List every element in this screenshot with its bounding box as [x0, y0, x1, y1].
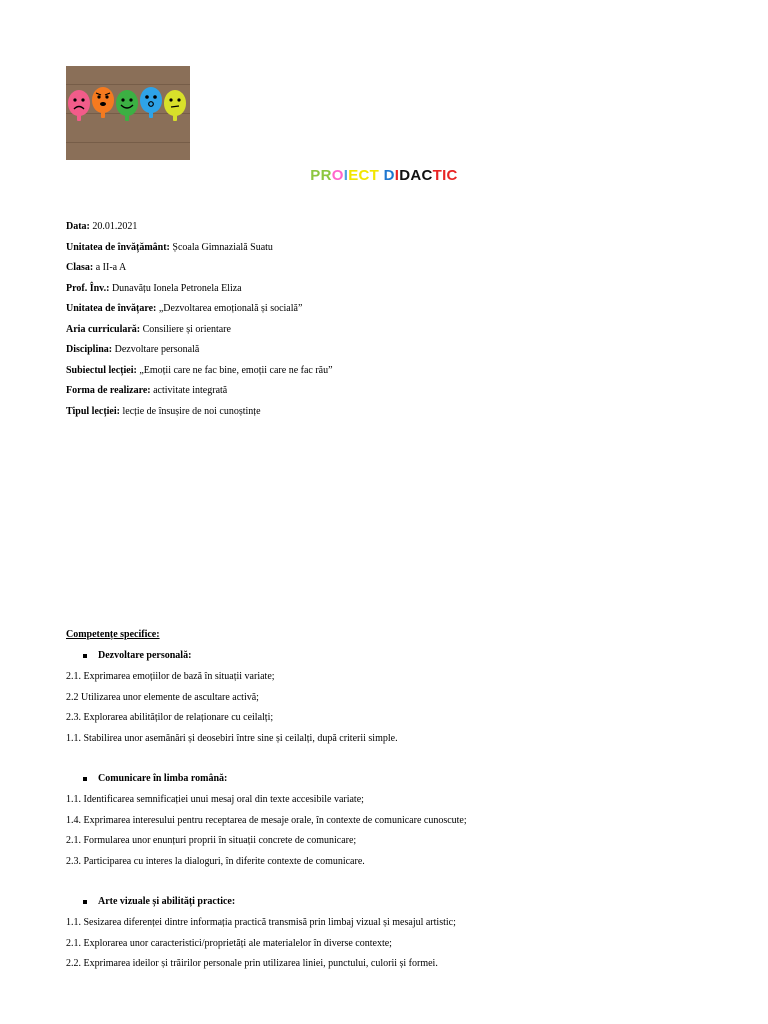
competente-heading: Competențe specifice:	[66, 629, 160, 640]
title-letter: T	[432, 167, 443, 184]
meta-row	[66, 364, 333, 385]
bullet-icon	[83, 900, 87, 904]
meta-value: „Dezvoltarea emoțională și socială”	[156, 303, 303, 314]
competence-group-title	[66, 772, 706, 793]
meta-label: Data:	[66, 221, 90, 232]
meta-value: „Emoții care ne fac bine, emoții care ne fac rău”	[136, 364, 333, 376]
meta-row	[66, 302, 333, 323]
title-letter: I	[442, 167, 447, 184]
angry-balloon-icon	[92, 87, 114, 113]
title-letter: D	[399, 167, 411, 184]
title-letter: C	[446, 167, 458, 184]
competence-item: 1.1. Sesizarea diferenței dintre informația practică transmisă prin limbaj vizual și mesajul artistic;	[66, 917, 456, 928]
bullet-icon	[83, 654, 87, 658]
sad-balloon-icon	[68, 90, 90, 116]
title-letter: R	[320, 167, 332, 184]
meta-value: Dezvoltare personală	[112, 344, 200, 355]
meta-value: a II-a A	[93, 262, 127, 273]
competente-section	[66, 628, 706, 978]
competence-group-title	[66, 649, 706, 670]
meta-label: Unitatea de învățare:	[66, 303, 157, 314]
meta-value: Școala Gimnazială Suatu	[169, 241, 273, 253]
meta-row	[66, 384, 333, 405]
meta-value: 20.01.2021	[89, 221, 138, 232]
title-letter: P	[310, 167, 321, 184]
competence-group-title	[66, 895, 706, 916]
title-letter: C	[421, 167, 433, 184]
competence-item: 1.1. Stabilirea unor asemănări și deosebiri între sine și ceilalți, după criterii simple.	[66, 732, 398, 744]
meta-label: Aria curriculară:	[66, 323, 141, 335]
title-letter: E	[348, 167, 359, 184]
meta-row	[66, 241, 333, 262]
meta-value: activitate integrată	[150, 385, 228, 396]
competence-item: 2.1. Formularea unor enunțuri proprii în situații concrete de comunicare;	[66, 835, 357, 846]
bullet-icon	[83, 777, 87, 781]
competence-item: 2.2 Utilizarea unor elemente de ascultare activă;	[66, 691, 259, 703]
group-title-text: Dezvoltare personală:	[98, 650, 192, 661]
title-letter: I	[343, 167, 349, 184]
title-letter: C	[358, 167, 370, 184]
meta-row	[66, 405, 333, 426]
title-letter: O	[331, 167, 344, 184]
group-spacer	[66, 752, 706, 772]
meta-label: Clasa:	[66, 262, 94, 273]
meta-row	[66, 343, 333, 364]
meta-row	[66, 220, 333, 241]
happy-balloon-icon	[116, 90, 138, 116]
meta-label: Subiectul lecției:	[66, 364, 137, 376]
meta-row	[66, 261, 333, 282]
competence-item: 2.3. Participarea cu interes la dialoguri, în diferite contexte de comunicare.	[66, 855, 365, 867]
meta-label: Forma de realizare:	[66, 385, 151, 396]
lesson-metadata	[66, 220, 333, 425]
competence-item: 2.1. Explorarea unor caracteristici/proprietăți ale materialelor în diverse contexte;	[66, 937, 392, 949]
meta-value: Dunavățu Ionela Petronela Eliza	[109, 282, 242, 294]
document-title	[0, 167, 768, 184]
title-letter: D	[383, 167, 395, 184]
competence-item: 2.1. Exprimarea emoțiilor de bază în situații variate;	[66, 671, 275, 682]
meta-value: Consiliere și orientare	[140, 323, 231, 335]
meta-value: lecție de însușire de noi cunoștințe	[119, 405, 261, 417]
meta-label: Disciplina:	[66, 344, 113, 355]
group-title-text: Comunicare în limba română:	[98, 773, 228, 784]
competence-item: 2.3. Explorarea abilităților de relaționare cu ceilalți;	[66, 712, 274, 723]
meta-label: Tipul lecției:	[66, 405, 120, 417]
title-letter: T	[369, 167, 380, 184]
neutral-balloon-icon	[164, 90, 186, 116]
meta-row	[66, 282, 333, 303]
competence-item: 1.4. Exprimarea interesului pentru receptarea de mesaje orale, în contexte de comunicare cunoscute;	[66, 814, 467, 826]
emotion-balloons-photo	[66, 66, 190, 160]
competence-item: 1.1. Identificarea semnificației unui mesaj oral din texte accesibile variate;	[66, 794, 364, 805]
group-spacer	[66, 875, 706, 895]
meta-label: Unitatea de învățământ:	[66, 241, 170, 253]
group-title-text: Arte vizuale și abilități practice:	[98, 896, 236, 907]
title-letter: A	[410, 167, 422, 184]
title-letter: I	[394, 167, 400, 184]
meta-row	[66, 323, 333, 344]
meta-label: Prof. Înv.:	[66, 282, 110, 294]
surprised-balloon-icon	[140, 87, 162, 113]
competence-item: 2.2. Exprimarea ideilor și trăirilor personale prin utilizarea liniei, punctului, culorii și formei.	[66, 958, 438, 969]
